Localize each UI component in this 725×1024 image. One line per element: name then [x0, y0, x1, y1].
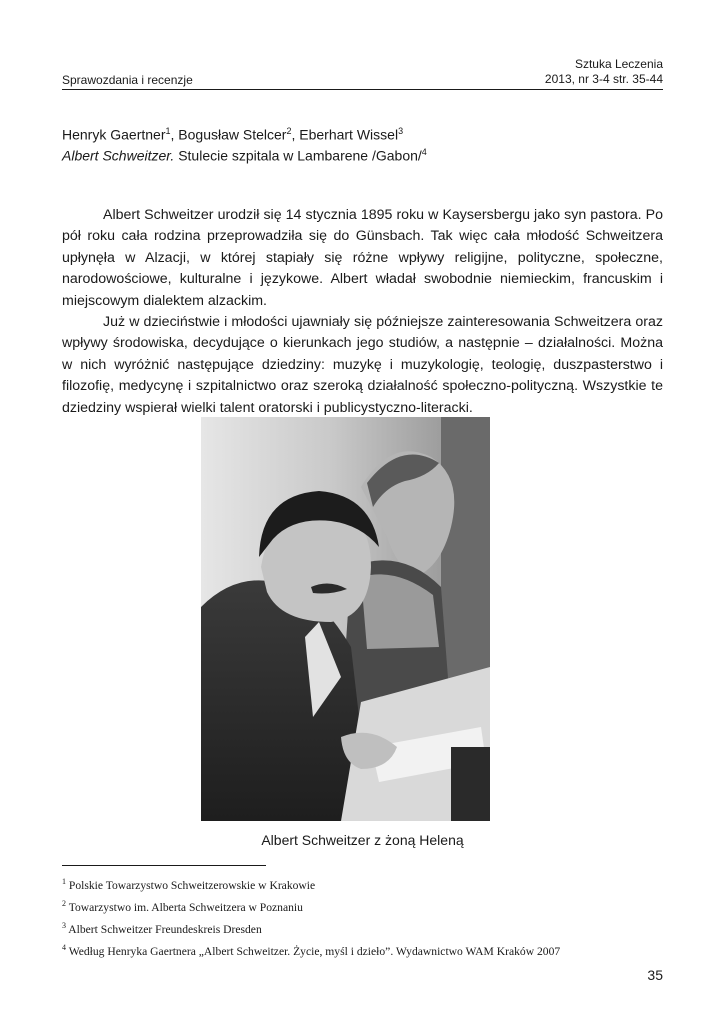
journal-title: Sztuka Leczenia	[574, 57, 663, 71]
header-rule	[62, 89, 663, 90]
footnote-number: 1	[62, 877, 66, 886]
author-name: Henryk Gaertner	[62, 126, 166, 143]
author-name: Bogusław Stelcer	[178, 126, 287, 143]
footnote-text: Według Henryka Gaertnera „Albert Schweitzer. Życie, myśl i dzieło”. Wydawnictwo WAM Kraków 2007	[68, 945, 561, 959]
footnote	[62, 873, 560, 895]
footnote-number: 3	[62, 921, 66, 931]
article-title	[62, 142, 427, 167]
footnotes	[62, 873, 560, 961]
footnote-number: 2	[62, 899, 66, 909]
author-line: Henryk Gaertner$^1$, Bogusław Stelcer$^2$, Eberhart Wissel$^3$	[62, 126, 404, 143]
article-body	[62, 205, 663, 419]
journal-info	[545, 57, 663, 87]
paragraph: Już w dzieciństwie i młodości ujawniały się późniejsze zainteresowania Schweitzera oraz wpływy środowiska, decydujące o kierunkach jego studiów, a następnie – działalności. Można w nich wyróżnić następujące dziedziny: muzykę i muzykologię, teologię, duszpasterstwo i filozofię, medycynę i szpitalnictwo oraz szeroką działalność społeczno-polityczną. Wszystkie te dziedziny wspierał wielki talent oratorski i publicystyczno-literacki.	[62, 314, 663, 416]
author-ref: 1	[165, 126, 171, 136]
figure-caption: Albert Schweitzer z żoną Heleną	[261, 832, 464, 848]
title-rest: Stulecie szpitala w Lambarene /Gabon/	[174, 147, 422, 164]
footnote	[62, 917, 560, 939]
author-name: Eberhart Wissel	[299, 126, 399, 143]
author-ref: 3	[398, 126, 404, 136]
author-ref: 2	[286, 126, 292, 136]
footnote	[62, 895, 560, 917]
title-italic: Albert Schweitzer.	[62, 147, 175, 164]
footnote-text: Polskie Towarzystwo Schweitzerowskie w Krakowie	[68, 878, 316, 892]
footnote	[62, 939, 560, 961]
footnote-rule	[62, 865, 266, 866]
schweitzer-photo	[201, 417, 490, 821]
journal-issue: 2013, nr 3-4 str. 35-44	[544, 72, 663, 86]
footnote-text: Albert Schweitzer Freundeskreis Dresden	[68, 922, 262, 936]
page-number: 35	[647, 967, 663, 983]
title-ref: 4	[421, 147, 427, 157]
paragraph: Albert Schweitzer urodził się 14 stycznia 1895 roku w Kaysersbergu jako syn pastora. Po pół roku cała rodzina przeprowadziła się do Günsbach. Tak więc cała młodość Schweitzera upłynęła w Alzacji, w której stapiały się różne wpływy religijne, polityczne, społeczne, narodowościowe, kulturalne i językowe. Albert władał swobodnie niemieckim, francuskim i miejscowym dialektem alzackim.	[62, 207, 663, 309]
footnote-number: 4	[62, 943, 66, 953]
footnote-text: Towarzystwo im. Alberta Schweitzera w Poznaniu	[68, 900, 303, 914]
section-label: Sprawozdania i recenzje	[62, 73, 193, 87]
